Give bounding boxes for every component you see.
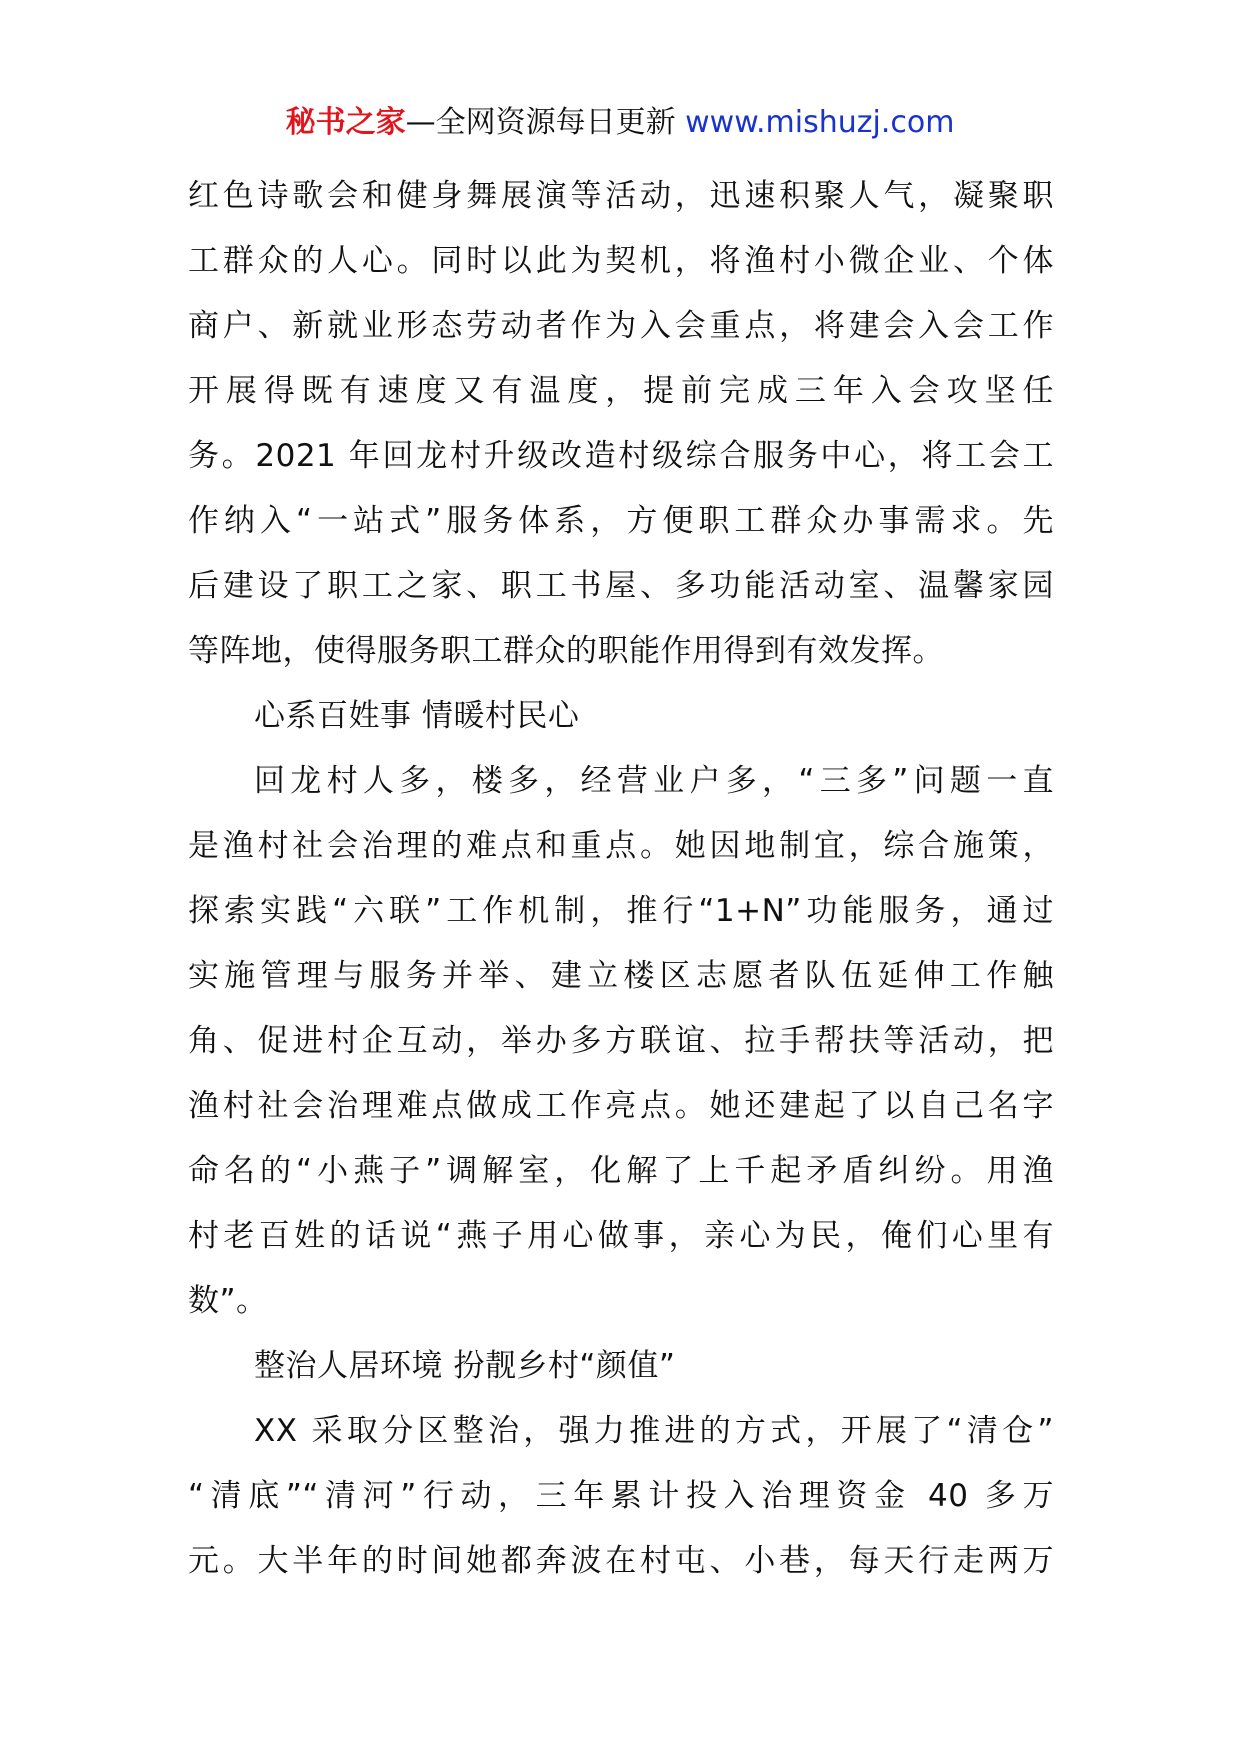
header-tagline: —全网资源每日更新 (405, 105, 676, 140)
paragraph-line: 元。大半年的时间她都奔波在村屯、小巷，每天行走两万 (188, 1543, 1054, 1579)
paragraph-line: 探索实践“六联”工作机制，推行“1+N”功能服务，通过 (188, 893, 1054, 929)
brand-name: 秘书之家 (285, 105, 406, 140)
paragraph-line: 村老百姓的话说“燕子用心做事，亲心为民，俺们心里有 (188, 1218, 1054, 1254)
paragraph-line: 渔村社会治理难点做成工作亮点。她还建起了以自己名字 (188, 1088, 1054, 1124)
paragraph-line: 红色诗歌会和健身舞展演等活动，迅速积聚人气，凝聚职 (188, 178, 1054, 214)
paragraph-line: 务。2021 年回龙村升级改造村级综合服务中心，将工会工 (188, 438, 1054, 474)
paragraph-line: 是渔村社会治理的难点和重点。她因地制宜，综合施策， (188, 828, 1054, 864)
paragraph-line: XX 采取分区整治，强力推进的方式，开展了“清仓” (254, 1413, 1054, 1449)
page-header (0, 101, 1240, 145)
section-heading: 整治人居环境 扮靓乡村“颜值” (254, 1348, 676, 1384)
paragraph-line: 开展得既有速度又有温度，提前完成三年入会攻坚任 (188, 373, 1054, 409)
paragraph-line: 回龙村人多，楼多，经营业户多，“三多”问题一直 (254, 763, 1054, 799)
paragraph-line: 商户、新就业形态劳动者作为入会重点，将建会入会工作 (188, 308, 1054, 344)
paragraph-line: 等阵地，使得服务职工群众的职能作用得到有效发挥。 (188, 633, 944, 669)
paragraph-line: 工群众的人心。同时以此为契机，将渔村小微企业、个体 (188, 243, 1054, 279)
website-link[interactable]: www.mishuzj.com (685, 105, 955, 140)
paragraph-line: 作纳入“一站式”服务体系，方便职工群众办事需求。先 (188, 503, 1054, 539)
document-body (188, 164, 1054, 1594)
paragraph-line: 角、促进村企互动，举办多方联谊、拉手帮扶等活动，把 (188, 1023, 1054, 1059)
paragraph-line: 数”。 (188, 1283, 268, 1319)
section-heading: 心系百姓事 情暖村民心 (254, 698, 580, 734)
paragraph-line: 后建设了职工之家、职工书屋、多功能活动室、温馨家园 (188, 568, 1054, 604)
paragraph-line: 命名的“小燕子”调解室，化解了上千起矛盾纠纷。用渔 (188, 1153, 1054, 1189)
paragraph-line: “清底”“清河”行动，三年累计投入治理资金 40 多万 (188, 1478, 1054, 1514)
paragraph-line: 实施管理与服务并举、建立楼区志愿者队伍延伸工作触 (188, 958, 1054, 994)
